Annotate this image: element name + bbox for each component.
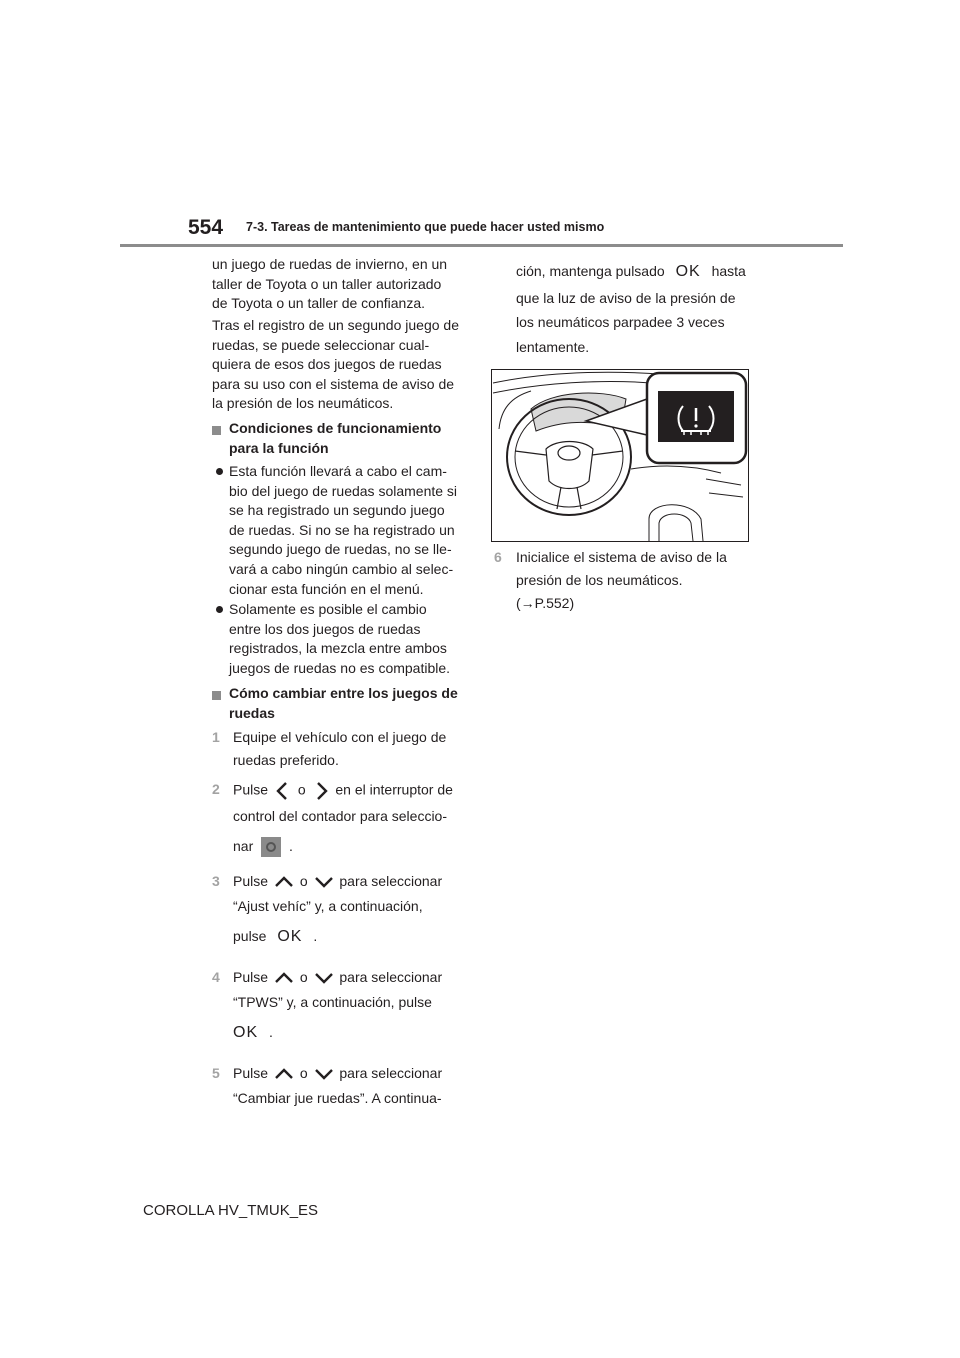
chevron-up-icon <box>272 1066 296 1082</box>
step-2: 2 Pulse o en el interruptor de control del contador para seleccio- nar . <box>212 780 474 857</box>
registration-paragraph: Tras el registro de un segundo juego de ruedas, se puede seleccionar cual- quiera de esos dos juegos de ruedas para su uso con el sistema de aviso de la presión de los neumáticos. <box>212 317 459 412</box>
ok-button-icon: OK <box>233 1024 259 1042</box>
chevron-down-icon <box>312 970 336 986</box>
chevron-up-icon <box>272 970 296 986</box>
intro-paragraph: un juego de ruedas de invierno, en un taller de Toyota o un taller autorizado de Toyota o un taller de confianza. <box>212 256 448 312</box>
ok-button-icon: OK <box>277 928 303 946</box>
bullet-dot-icon <box>216 468 223 475</box>
step-1: 1 Equipe el vehículo con el juego de ruedas preferido. <box>212 729 447 768</box>
chevron-left-icon <box>272 780 294 802</box>
step-5-continuation: ción, mantenga pulsado OK hasta que la luz de aviso de la presión de los neumáticos parpadee 3 veces lentamente. <box>516 263 746 355</box>
section-title: 7-3. Tareas de mantenimiento que puede hacer usted mismo <box>246 220 605 234</box>
steering-wheel-illustration <box>491 369 749 542</box>
square-bullet-icon <box>212 691 221 700</box>
step-5: 5 Pulse o para seleccionar “Cambiar jue ruedas”. A continua- <box>212 1065 443 1106</box>
page-number: 554 <box>188 216 224 239</box>
square-bullet-icon <box>212 426 221 435</box>
ok-button-icon: OK <box>675 263 701 280</box>
bullet-item-2: Solamente es posible el cambio entre los dos juegos de ruedas registrados, la mezcla entre ambos juegos de ruedas no es compatible. <box>212 600 487 678</box>
step-3: 3 Pulse o para seleccionar “Ajust vehíc” y, a continuación, pulse OK . <box>212 873 443 946</box>
bullet-item-1: Esta función llevará a cabo el cam- bio del juego de ruedas solamente si se ha registrado un segundo juego de ruedas. Si no se ha registrado un segundo juego de ruedas, no se lle- vará a cabo ningún cambio al selec- cionar esta función en el menú. <box>212 462 487 599</box>
bullet-dot-icon <box>216 606 223 613</box>
step-4: 4 Pulse o para seleccionar “TPWS” y, a continuación, pulse OK . <box>212 969 443 1042</box>
heading-conditions: Condiciones de funcionamiento para la función <box>212 419 489 458</box>
chevron-up-icon <box>272 874 296 890</box>
gear-icon <box>261 837 281 857</box>
step-6: 6 Inicialice el sistema de aviso de la presión de los neumáticos. (→P.552) <box>494 549 727 611</box>
heading-how-to-switch: Cómo cambiar entre los juegos de ruedas <box>212 684 489 723</box>
chevron-down-icon <box>312 874 336 890</box>
footer-model-code: COROLLA HV_TMUK_ES <box>143 1202 319 1219</box>
chevron-right-icon <box>310 780 332 802</box>
header-rule <box>120 244 843 247</box>
chevron-down-icon <box>312 1066 336 1082</box>
